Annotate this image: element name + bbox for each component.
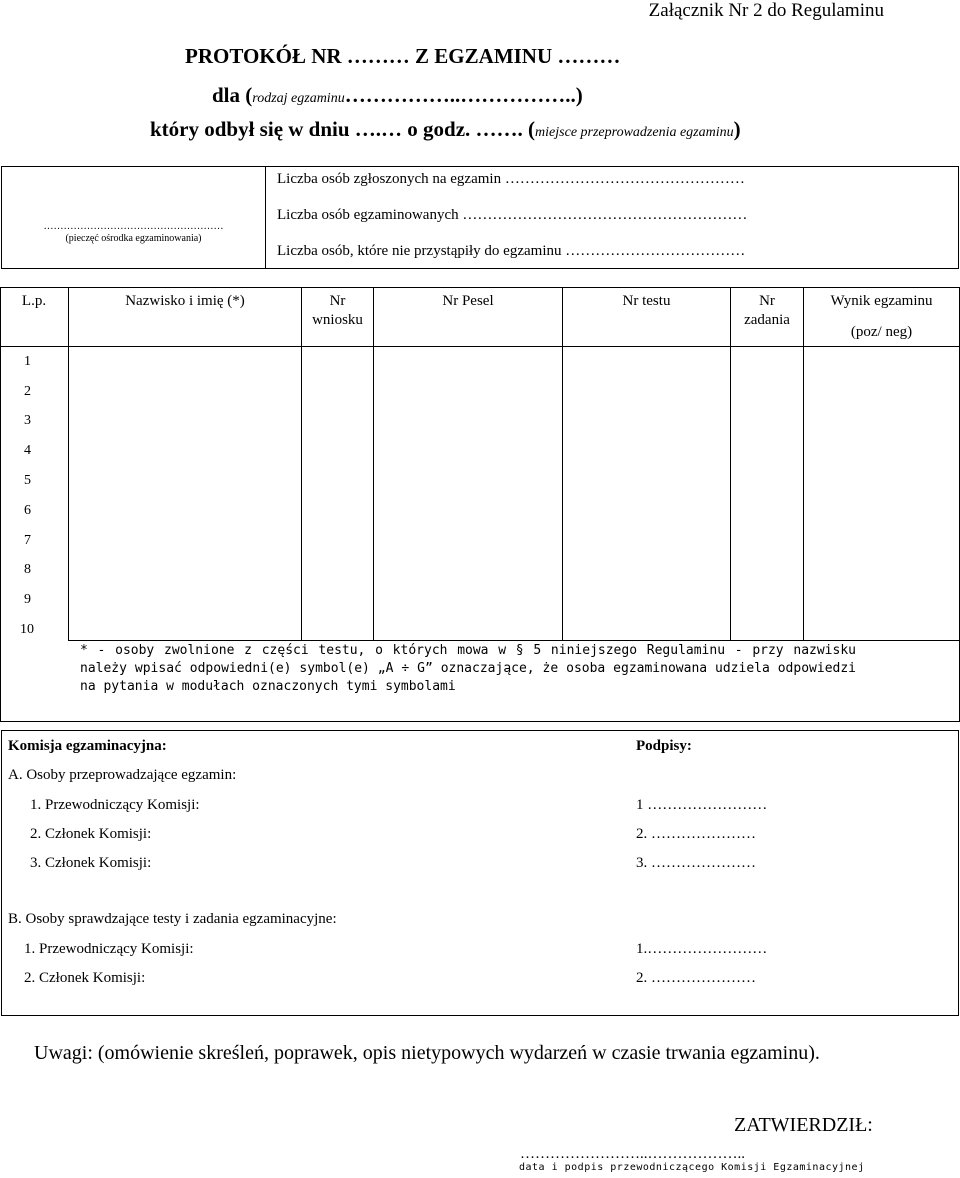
a2-role: 2. Członek Komisji:: [30, 826, 152, 842]
approval-signature-line: ……………………..………………..: [520, 1146, 745, 1162]
table-row-number: 8: [24, 562, 31, 577]
table-row-number: 10: [20, 622, 34, 637]
a1-signature-line: 1 ……………………: [636, 797, 768, 813]
stamp-caption: (pieczęć ośrodka egzaminowania): [65, 233, 202, 244]
b2-role: 2. Członek Komisji:: [24, 970, 146, 986]
a1-role: 1. Przewodniczący Komisji:: [30, 797, 200, 813]
col-header-name: Nazwisko i imię (*): [125, 293, 245, 309]
a2-signature-line: 2. …………………: [636, 826, 756, 842]
col-header-pesel: Nr Pesel: [442, 293, 494, 309]
section-b-heading: B. Osoby sprawdzające testy i zadania egzaminacyjne:: [8, 911, 337, 927]
exam-type-prefix: dla (: [212, 83, 253, 107]
signatures-title: Podpisy:: [636, 738, 692, 754]
col-header-application-a: Nr: [329, 293, 346, 309]
exam-type-suffix: ……………..……………..): [344, 83, 583, 107]
section-a-heading: A. Osoby przeprowadzające egzamin:: [8, 767, 237, 783]
col-header-test: Nr testu: [622, 293, 671, 309]
count-registered: Liczba osób zgłoszonych na egzamin …………………………………………: [277, 171, 745, 187]
count-absent: Liczba osób, które nie przystąpiły do egzaminu ………………………………: [277, 243, 746, 259]
col-header-task-b: zadania: [744, 312, 790, 328]
b2-signature-line: 2. …………………: [636, 970, 756, 986]
protocol-title: PROTOKÓŁ NR ……… Z EGZAMINU ………: [185, 44, 621, 68]
table-row-number: 6: [24, 503, 31, 518]
commission-title: Komisja egzaminacyjna:: [8, 738, 167, 754]
exam-type-hint: rodzaj egzaminu: [252, 91, 345, 106]
exam-place-hint: miejsce przeprowadzenia egzaminu: [535, 125, 734, 140]
approval-caption: data i podpis przewodniczącego Komisji Egzaminacyjnej: [519, 1162, 865, 1173]
col-header-result-b: (poz/ neg): [850, 324, 913, 340]
footnote-exempt: * - osoby zwolnione z części testu, o których mowa w § 5 niniejszego Regulaminu - przy nazwisku należy wpisać odpowiedni(e) symbol(e) „A ÷ G” oznaczające, że osoba egzaminowana udziela odpowiedzi na pytania w modułach oznaczonych tymi symbolami: [80, 643, 856, 694]
exam-date-suffix: ): [733, 117, 741, 141]
col-header-result-a: Wynik egzaminu: [830, 293, 933, 309]
approval-label: ZATWIERDZIŁ:: [734, 1114, 873, 1136]
table-row-number: 1: [24, 354, 31, 369]
a3-role: 3. Członek Komisji:: [30, 855, 152, 871]
table-row-number: 9: [24, 592, 31, 607]
table-row-number: 4: [24, 443, 31, 458]
table-row-number: 2: [24, 384, 31, 399]
col-header-task-a: Nr: [759, 293, 775, 309]
attachment-label: Załącznik Nr 2 do Regulaminu: [648, 0, 884, 21]
remarks-label: Uwagi: (omówienie skreśleń, poprawek, opis nietypowych wydarzeń w czasie trwania egzaminu).: [34, 1042, 820, 1064]
b1-role: 1. Przewodniczący Komisji:: [24, 941, 194, 957]
table-row-number: 5: [24, 473, 31, 488]
table-row-number: 7: [24, 533, 31, 548]
col-header-application-b: wniosku: [312, 312, 363, 328]
b1-signature-line: 1.……………………: [636, 941, 768, 957]
col-header-lp: L.p.: [21, 293, 47, 309]
exam-date-prefix: który odbył się w dniu ….… o godz. ……. (: [150, 117, 536, 141]
stamp-dots: ………………………………………………: [43, 221, 224, 232]
table-row-number: 3: [24, 413, 31, 428]
a3-signature-line: 3. …………………: [636, 855, 756, 871]
count-examined: Liczba osób egzaminowanych …………………………………………………: [277, 207, 748, 223]
